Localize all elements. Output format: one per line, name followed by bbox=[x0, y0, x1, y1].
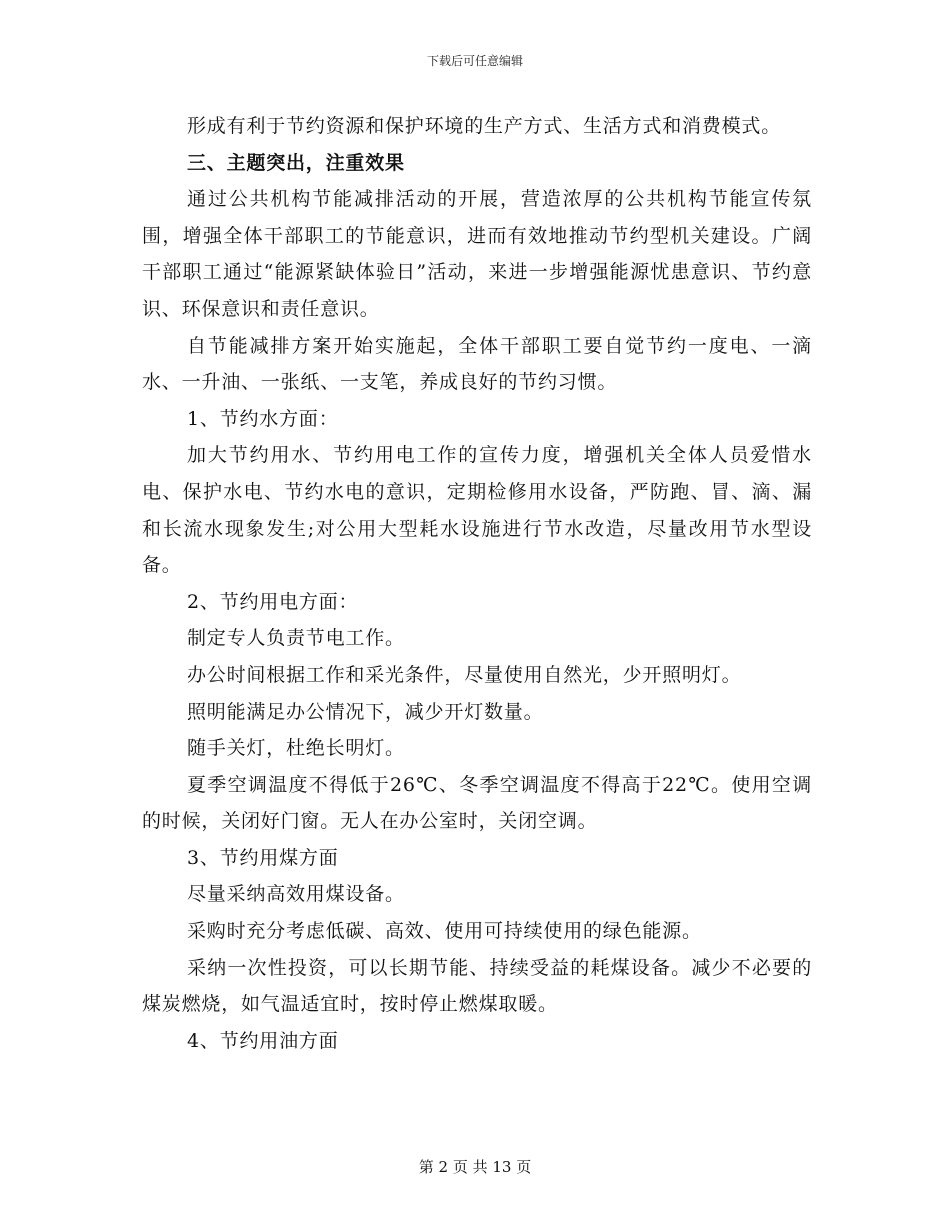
paragraph-coal-2: 采购时充分考虑低碳、高效、使用可持续使用的绿色能源。 bbox=[187, 920, 702, 943]
paragraph-3: 自节能减排方案开始实施起，全体干部职工要自觉节约一度电、一滴水、一升油、一张纸、一支笔，养成良好的节约习惯。 bbox=[142, 334, 812, 394]
paragraph-water: 加大节约用水、节约用电工作的宣传力度，增强机关全体人员爱惜水电、保护水电、节约水电的意识，定期检修用水设备，严防跑、冒、滴、漏和长流水现象发生;对公用大型耗水设施进行节水改造，尽量改用节水型设备。 bbox=[142, 444, 812, 577]
paragraph-electricity-3: 照明能满足办公情况下，减少开灯数量。 bbox=[187, 700, 544, 723]
subheading-coal: 3、节约用煤方面 bbox=[187, 846, 339, 869]
paragraph-electricity-5: 夏季空调温度不得低于26℃、冬季空调温度不得高于22℃。使用空调的时候，关闭好门窗。无人在办公室时，关闭空调。 bbox=[142, 773, 812, 833]
section-heading-3: 三、主题突出，注重效果 bbox=[187, 151, 405, 174]
paragraph-electricity-4: 随手关灯，杜绝长明灯。 bbox=[187, 737, 405, 760]
paragraph-coal-3: 采纳一次性投资，可以长期节能、持续受益的耗煤设备。减少不必要的煤炭燃烧，如气温适宜时，按时停止燃煤取暖。 bbox=[142, 956, 812, 1016]
subheading-water: 1、节约水方面： bbox=[187, 407, 339, 430]
subheading-electricity: 2、节约用电方面： bbox=[187, 590, 359, 613]
paragraph-coal-1: 尽量采纳高效用煤设备。 bbox=[187, 883, 405, 906]
document-body bbox=[142, 108, 812, 1059]
paragraph-2: 通过公共机构节能减排活动的开展，营造浓厚的公共机构节能宣传氛围，增强全体干部职工的节能意识，进而有效地推动节约型机关建设。广阔干部职工通过“能源紧缺体验日”活动，来进一步增强能源忧患意识、节约意识、环保意识和责任意识。 bbox=[142, 188, 812, 320]
subheading-oil: 4、节约用油方面 bbox=[187, 1029, 339, 1052]
paragraph-electricity-1: 制定专人负责节电工作。 bbox=[187, 627, 405, 650]
page-footer: 第 2 页 共 13 页 bbox=[418, 1158, 532, 1176]
page-header: 下载后可任意编辑 bbox=[426, 54, 523, 68]
paragraph-electricity-2: 办公时间根据工作和采光条件，尽量使用自然光，少开照明灯。 bbox=[187, 663, 742, 686]
paragraph-1: 形成有利于节约资源和保护环境的生产方式、生活方式和消费模式。 bbox=[187, 115, 782, 137]
